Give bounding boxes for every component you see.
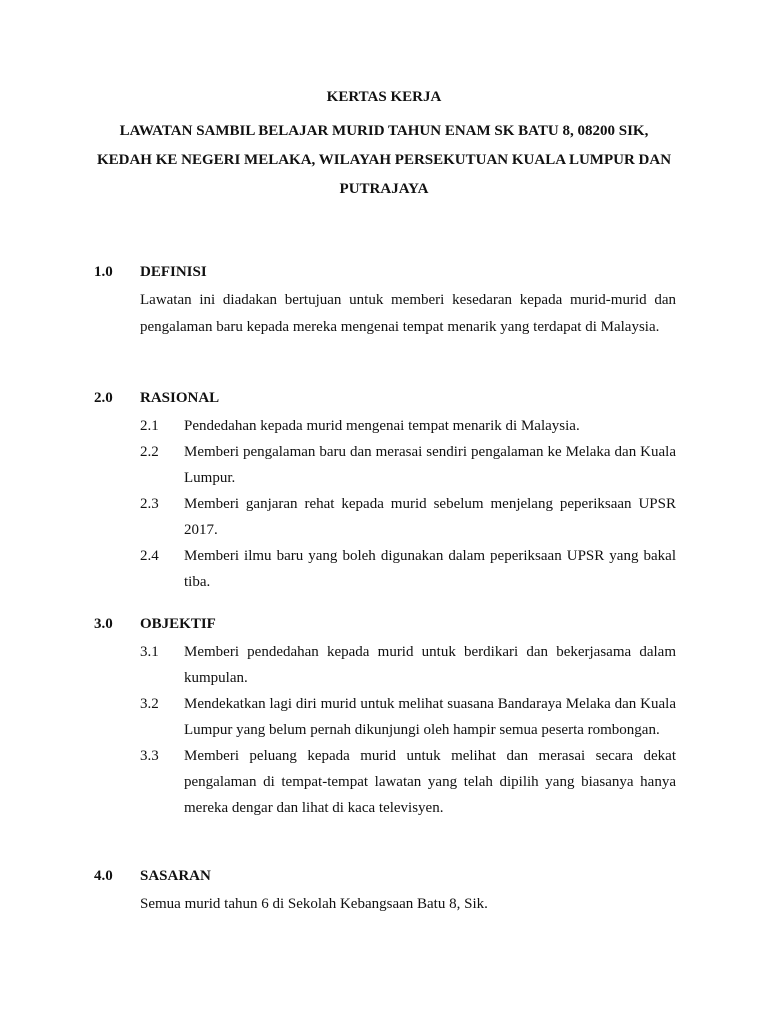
section-number: 4.0 (94, 868, 113, 884)
section-sasaran (94, 866, 676, 918)
section-number: 2.0 (94, 390, 113, 406)
item-number: 2.2 (140, 444, 159, 460)
item-text: Memberi peluang kepada murid untuk melihat dan merasai secara dekat pengalaman di tempat-tempat lawatan yang telah dipilih yang biasanya hanya mereka dengar dan lihat di kaca televisyen. (184, 748, 676, 816)
section-heading (94, 388, 676, 408)
section-rasional (94, 388, 676, 595)
list-item (140, 543, 676, 595)
section-heading (94, 262, 676, 282)
title-block (94, 86, 674, 204)
section-paragraph: Lawatan ini diadakan bertujuan untuk memberi kesedaran kepada murid-murid dan pengalaman baru kepada mereka mengenai tempat menarik yang terdapat di Malaysia. (140, 292, 676, 335)
section-number: 3.0 (94, 616, 113, 632)
item-text: Memberi ilmu baru yang boleh digunakan dalam peperiksaan UPSR yang bakal tiba. (184, 548, 676, 590)
item-number: 3.1 (140, 644, 159, 660)
section-heading (94, 866, 676, 886)
section-number: 1.0 (94, 264, 113, 280)
item-number: 2.1 (140, 418, 159, 434)
section-title: OBJEKTIF (140, 616, 216, 632)
item-number: 2.3 (140, 496, 159, 512)
section-title: RASIONAL (140, 390, 220, 406)
section-paragraph: Semua murid tahun 6 di Sekolah Kebangsaan Batu 8, Sik. (140, 896, 488, 912)
list-item (140, 691, 676, 743)
section-objektif (94, 614, 676, 821)
item-number: 3.2 (140, 696, 159, 712)
section-title: DEFINISI (140, 264, 207, 280)
item-text: Pendedahan kepada murid mengenai tempat menarik di Malaysia. (184, 418, 580, 434)
section-title: SASARAN (140, 868, 211, 884)
list-item (140, 413, 676, 439)
document-subtitle: LAWATAN SAMBIL BELAJAR MURID TAHUN ENAM SK BATU 8, 08200 SIK, KEDAH KE NEGERI MELAKA, WILAYAH PERSEKUTUAN KUALA LUMPUR DAN PUTRAJAYA (96, 123, 672, 197)
section-heading (94, 614, 676, 634)
list-item (140, 491, 676, 543)
document-title: KERTAS KERJA (326, 89, 442, 105)
section-definisi (94, 262, 676, 341)
list-item (140, 439, 676, 491)
item-number: 3.3 (140, 748, 159, 764)
list-item (140, 743, 676, 821)
item-text: Memberi pendedahan kepada murid untuk berdikari dan bekerjasama dalam kumpulan. (184, 644, 676, 686)
list-item (140, 639, 676, 691)
item-text: Memberi pengalaman baru dan merasai sendiri pengalaman ke Melaka dan Kuala Lumpur. (184, 444, 676, 486)
item-number: 2.4 (140, 548, 159, 564)
item-text: Memberi ganjaran rehat kepada murid sebelum menjelang peperiksaan UPSR 2017. (184, 496, 676, 538)
item-text: Mendekatkan lagi diri murid untuk melihat suasana Bandaraya Melaka dan Kuala Lumpur yang belum pernah dikunjungi oleh hampir semua peserta rombongan. (184, 696, 676, 738)
